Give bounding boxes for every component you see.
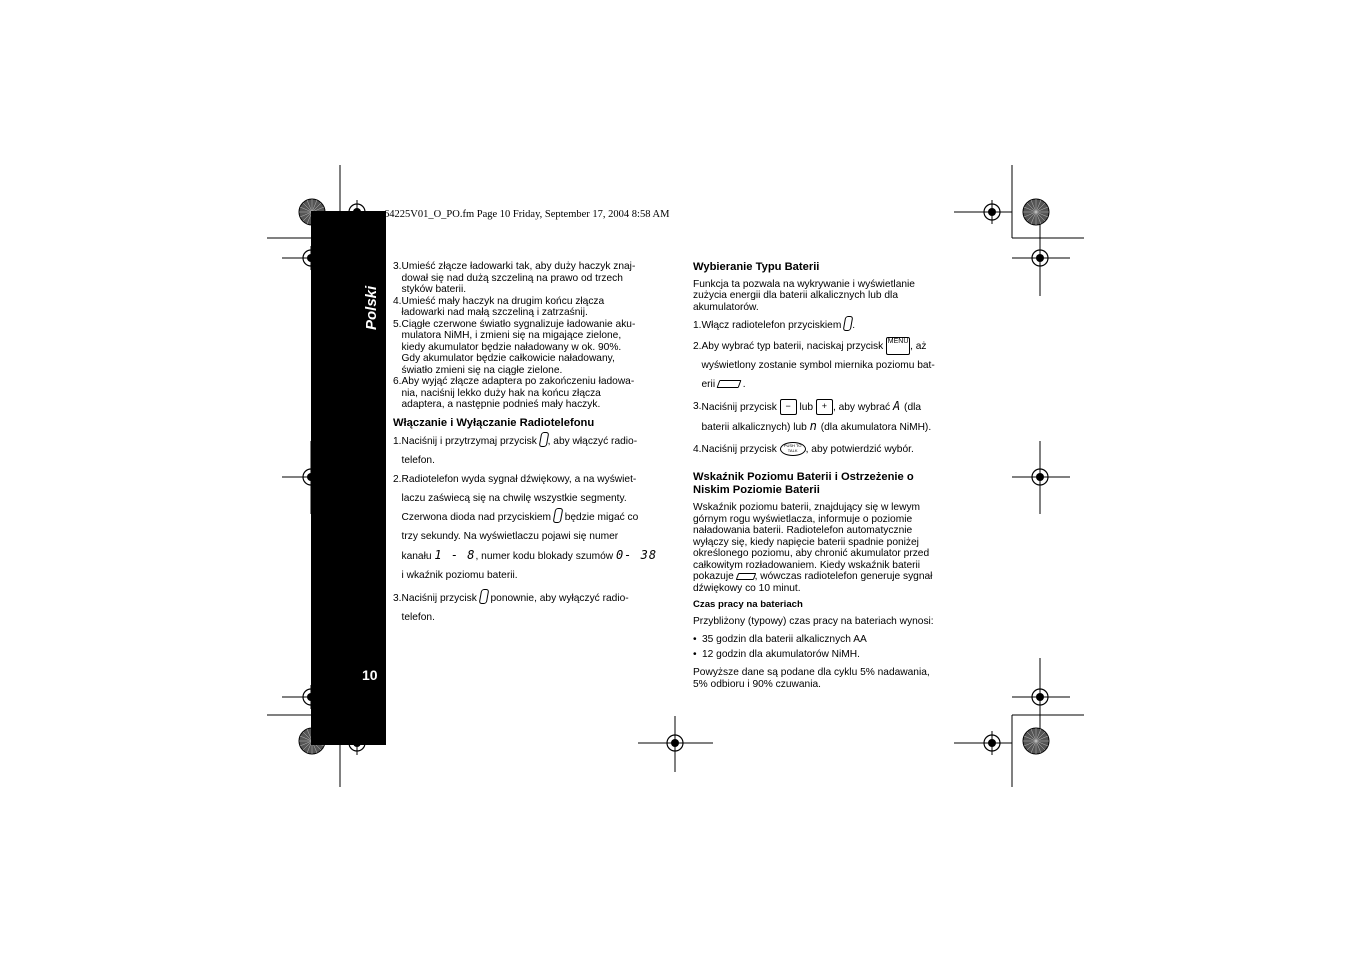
power-button-icon: [478, 589, 489, 604]
list-item: 3. Umieść złącze ładowarki tak, aby duży haczyk znaj- dował się nad dużą szczeliną na prawo od trzech styków baterii.: [393, 261, 636, 295]
list-item: 4. Naciśnij przycisk PUSH TO TALK , aby potwierdzić wybór.: [693, 443, 914, 455]
subheading-battery-life: Czas pracy na bateriach: [693, 599, 803, 610]
list-item: 5. Ciągłe czerwone światło sygnalizuje ładowanie aku- mulatora NiMH, i zmieni się na migające zielone, kiedy akumulator będzie naładowany w ok. 90%. Gdy akumulator będzie całkowicie naładowany, światło zmieni się na ciągłe zielone.: [393, 318, 636, 376]
file-header: 64225V01_O_PO.fm Page 10 Friday, September 17, 2004 8:58 AM: [384, 209, 670, 220]
menu-button-icon: MENU: [886, 337, 910, 355]
duty-cycle-note: Powyższe dane są podane dla cyklu 5% nadawania, 5% odbioru i 90% czuwania.: [693, 667, 930, 690]
list-item: • 12 godzin dla akumulatorów NiMH.: [693, 649, 860, 660]
battery-meter-icon: [716, 380, 741, 388]
battery-type-intro: Funkcja ta pozwala na wykrywanie i wyświetlanie zużycia energii dla baterii alkalicznych lub dla akumulatorów.: [693, 278, 915, 313]
battery-life-list: [693, 632, 968, 662]
battery-life-intro: Przybliżony (typowy) czas pracy na bateriach wynosi:: [693, 615, 934, 627]
section-heading-battery-level: Wskaźnik Poziomu Baterii i Ostrzeżenie o Niskim Poziomie Baterii: [693, 471, 914, 496]
battery-level-paragraph: Wskaźnik poziomu baterii, znajdujący się w lewym górnym rogu wyświetlacza, informuje o poziomie naładowania baterii. Radiotelefon automatycznie wyłączy się, kiedy napięcie baterii spadnie poniżej określonego poziomu, aby chronić akumulator przed całkowitym rozładowaniem. Kiedy wskaźnik baterii pokazuje , wówczas radiotelefon generuje sygnał dźwiękowy co 10 minut.: [693, 502, 933, 594]
list-item: 1. Włącz radiotelefon przyciskiem .: [693, 316, 968, 335]
power-steps: [393, 432, 668, 627]
left-column: [393, 261, 668, 627]
lcd-alkaline-symbol: A: [892, 399, 902, 413]
section-heading-battery-type: Wybieranie Typu Baterii: [693, 261, 820, 273]
plus-button-icon: +: [816, 399, 833, 415]
list-item: 1. Naciśnij i przytrzymaj przycisk , aby włączyć radio- telefon.: [393, 432, 668, 470]
list-item: 4. Umieść mały haczyk na drugim końcu złącza ładowarki nad małą szczeliną i zatrzaśnij.: [393, 295, 605, 318]
list-item: • 35 godzin dla baterii alkalicznych AA: [693, 634, 867, 645]
charging-steps: [393, 261, 668, 411]
low-battery-icon: [735, 573, 756, 580]
lcd-nimh-symbol: n: [809, 419, 818, 433]
list-item: 2. Aby wybrać typ baterii, naciskaj przycisk MENU , aż wyświetlony zostanie symbol miernika poziomu bat- erii .: [693, 338, 935, 390]
minus-button-icon: −: [780, 399, 797, 415]
power-button-icon: [553, 508, 564, 523]
language-label: Polski: [363, 285, 380, 330]
list-item: 6. Aby wyjąć złącze adaptera po zakończeniu ładowa- nia, naciśnij lekko duży hak na końcu złącza adaptera, a następnie podnieś mały haczyk.: [393, 376, 635, 410]
page-number: 10: [362, 667, 378, 683]
list-item: 3. Naciśnij przycisk ponownie, aby wyłączyć radio- telefon.: [393, 589, 668, 627]
lcd-channel-range: 1 - 8: [434, 548, 476, 562]
list-item: 2. Radiotelefon wyda sygnał dźwiękowy, a na wyświet- laczu zaświecą się na chwilę wszystkie segmenty. Czerwona dioda nad przyciskiem będzie migać co trzy sekundy. Na wyświetlaczu pojawi się numer kanału 1 - 8, numer kodu blokady szumów 0- 38 i wkaźnik poziomu baterii.: [393, 474, 658, 581]
push-to-talk-button-icon: PUSH TO TALK: [780, 442, 806, 456]
language-tab: [363, 270, 383, 330]
section-heading-power: Włączanie i Wyłączanie Radiotelefonu: [393, 416, 595, 429]
battery-type-steps: [693, 316, 968, 459]
list-item: 3. Naciśnij przycisk − lub + , aby wybrać A (dla baterii alkalicznych) lub n (dla akumulatora NiMH).: [693, 399, 932, 433]
right-column: [693, 261, 968, 690]
lcd-code-range: 0- 38: [615, 548, 658, 562]
